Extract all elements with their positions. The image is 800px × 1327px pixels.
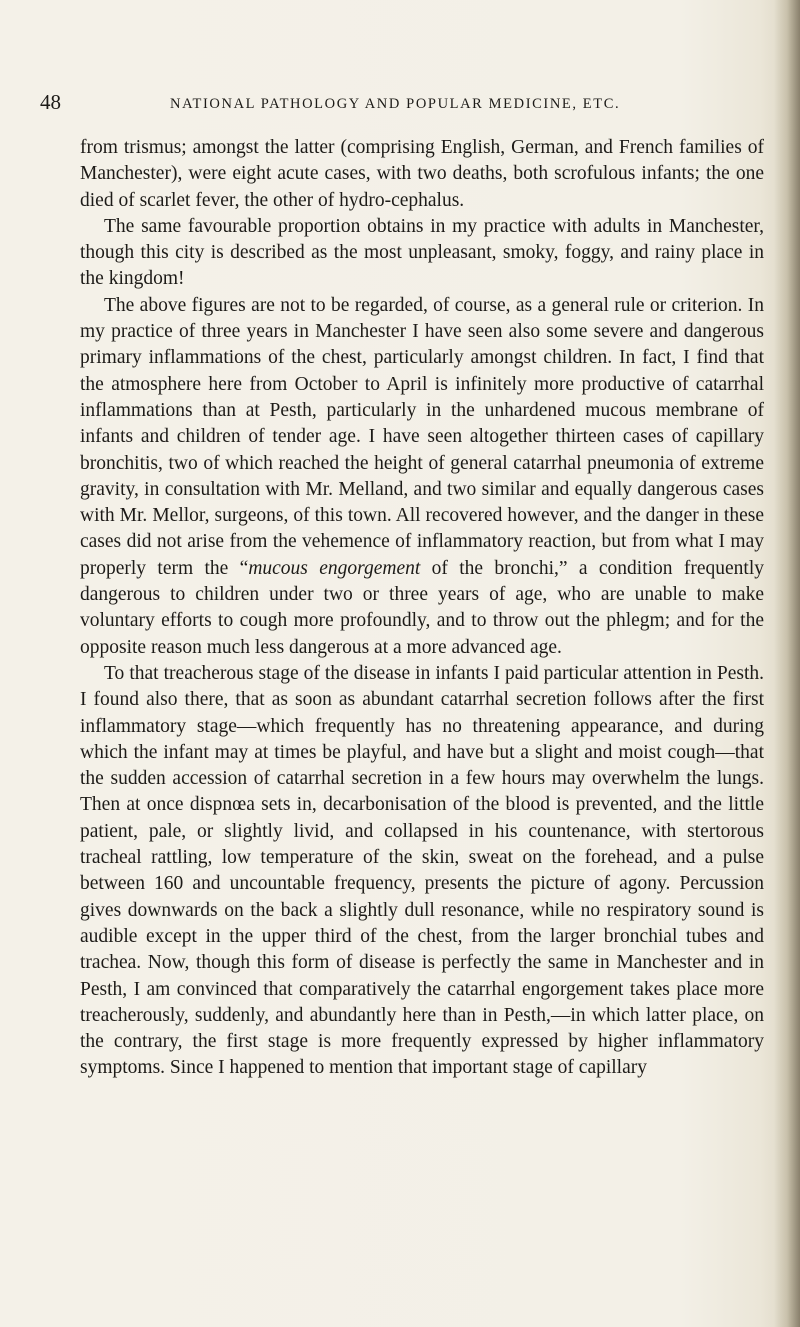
paragraph-3-after: of the bronchi,” a condition frequently dangerous to children under two or three years of age, who are unable to make voluntary efforts to cough more profoundly, and to throw out the phlegm; and for the opposite reason much less dangerous at a more advanced age. xyxy=(80,557,765,658)
page-number: 48 xyxy=(40,90,61,114)
page-header xyxy=(40,90,760,120)
paragraph-1: from trismus; amongst the latter (comprising English, German, and French families of Manchester), were eight acute cases, with two deaths, both scrofulous infants; the one died of scarlet fever, the other of hydro-cephalus. xyxy=(80,137,764,211)
paragraph-3 xyxy=(80,293,764,661)
page-edge-shadow xyxy=(774,0,800,1327)
body-text xyxy=(80,135,764,1082)
italic-term: mucous engorgement xyxy=(248,557,421,579)
paragraph-4: To that treacherous stage of the disease in infants I paid particular attention in Pesth. I found also there, that as soon as abundant catarrhal secretion follows after the first inflammatory stage—which frequently has no threatening appearance, and during which the infant may at times be playful, and have but a slight and moist cough—that the sudden accession of catarrhal secretion in a few hours may overwhelm the lungs. Then at once dispnœa sets in, decarbonisation of the blood is prevented, and the little patient, pale, or slightly livid, and collapsed in his countenance, with stertorous tracheal rattling, low temperature of the skin, sweat on the forehead, and a pulse between 160 and uncountable frequency, presents the picture of agony. Percussion gives downwards on the back a slightly dull resonance, while no respiratory sound is audible except in the upper third of the chest, from the larger bronchial tubes and trachea. Now, though this form of disease is perfectly the same in Manchester and in Pesth, I am convinced that comparatively the catarrhal engorgement takes place more treacherously, suddenly, and abundantly here than in Pesth,—in which latter place, on the contrary, the first stage is more frequently expressed by higher inflammatory symptoms. Since I happened to mention that important stage of capillary xyxy=(80,662,764,1079)
running-title: NATIONAL PATHOLOGY AND POPULAR MEDICINE, ETC. xyxy=(170,96,621,112)
paragraph-3-before: The above figures are not to be regarded, of course, as a general rule or criterion. In my practice of three years in Manchester I have seen also some severe and dangerous primary inflammations of the chest, particularly amongst children. In fact, I find that the atmosphere here from October to April is infinitely more productive of catarrhal inflammations than at Pesth, particularly in the unhardened mucous membrane of infants and children of tender age. I have seen altogether thirteen cases of capillary bronchitis, two of which reached the height of general catarrhal pneumonia of extreme gravity, in consultation with Mr. Melland, and two similar and equally dangerous cases with Mr. Mellor, surgeons, of this town. All recovered however, and the danger in these cases did not arise from the vehemence of inflammatory reaction, but from what I may properly term the “ xyxy=(80,294,764,579)
paragraph-2: The same favourable proportion obtains in my practice with adults in Manchester, though this city is described as the most unpleasant, smoky, foggy, and rainy place in the kingdom! xyxy=(80,215,764,290)
